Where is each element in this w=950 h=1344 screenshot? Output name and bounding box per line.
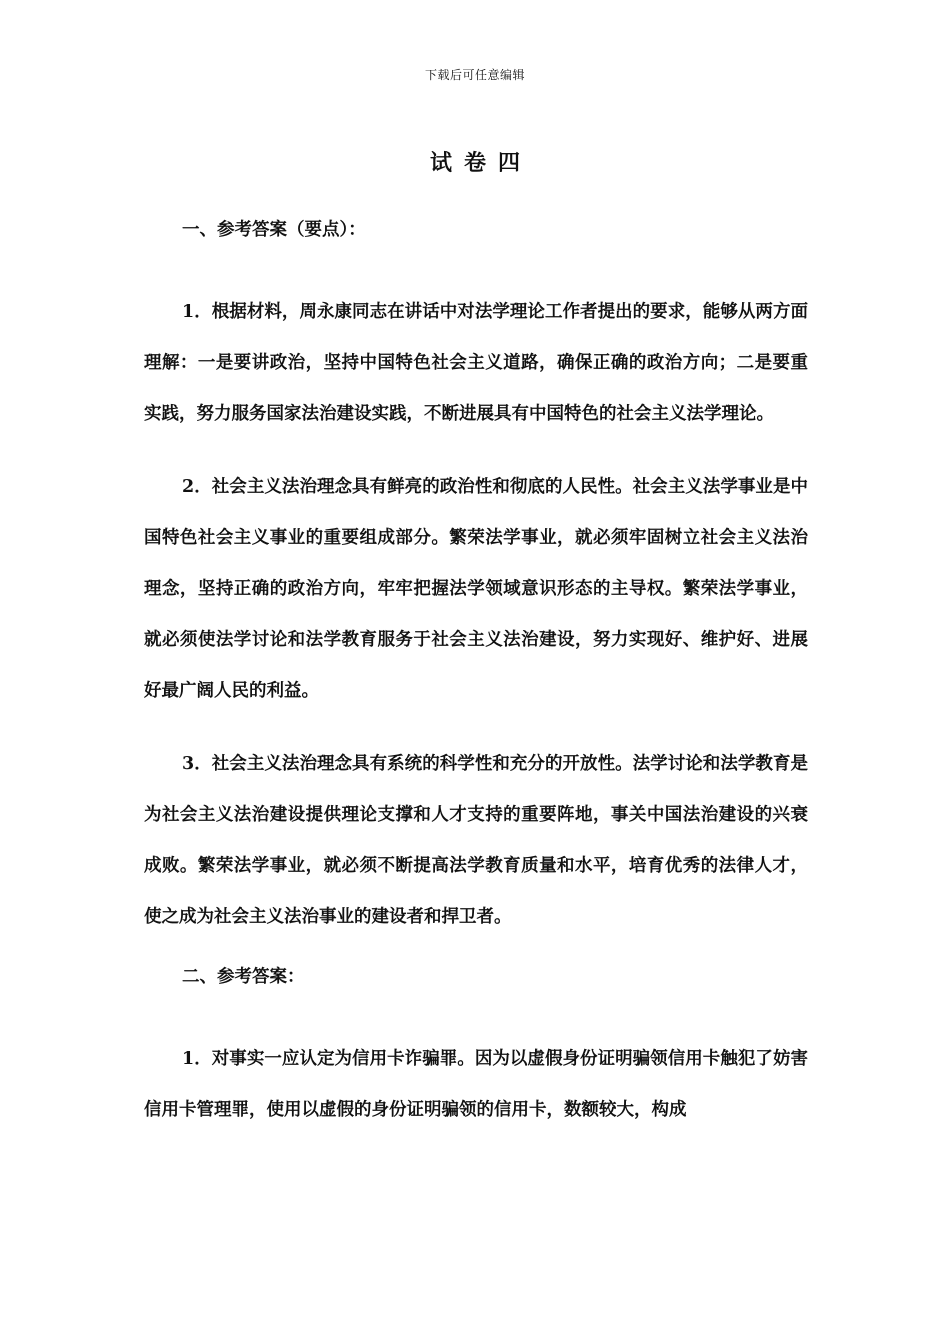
- header-note: 下载后可任意编辑: [424, 68, 525, 82]
- section-heading-1: 一、参考答案（要点）：: [182, 220, 366, 240]
- answer-paragraph-2: 2．社会主义法治理念具有鲜亮的政治性和彻底的人民性。社会主义法学事业是中国特色社会主义事业的重要组成部分。繁荣法学事业，就必须牢固树立社会主义法治理念，坚持正确的政治方向，牢牢把握法学领域意识形态的主导权。繁荣法学事业，就必须使法学讨论和法学教育服务于社会主义法治建设，努力实现好、维护好、进展好最广阔人民的利益。: [144, 477, 808, 701]
- document-body: [144, 218, 808, 1136]
- answer-paragraph-3: 3．社会主义法治理念具有系统的科学性和充分的开放性。法学讨论和法学教育是为社会主义法治建设提供理论支撑和人才支持的重要阵地，事关中国法治建设的兴衰成败。繁荣法学事业，就必须不断提高法学教育质量和水平，培育优秀的法律人才，使之成为社会主义法治事业的建设者和捍卫者。: [144, 754, 808, 927]
- section-heading-2: 二、参考答案：: [182, 967, 305, 987]
- document-title: 试卷四: [429, 150, 532, 176]
- answer-paragraph-1: 1．根据材料，周永康同志在讲话中对法学理论工作者提出的要求，能够从两方面理解：一是要讲政治，坚持中国特色社会主义道路，确保正确的政治方向；二是要重实践，努力服务国家法治建设实践，不断进展具有中国特色的社会主义法学理论。: [144, 302, 808, 424]
- answer-paragraph-4: 1．对事实一应认定为信用卡诈骗罪。因为以虚假身份证明骗领信用卡触犯了妨害信用卡管理罪，使用以虚假的身份证明骗领的信用卡，数额较大，构成: [144, 1049, 808, 1120]
